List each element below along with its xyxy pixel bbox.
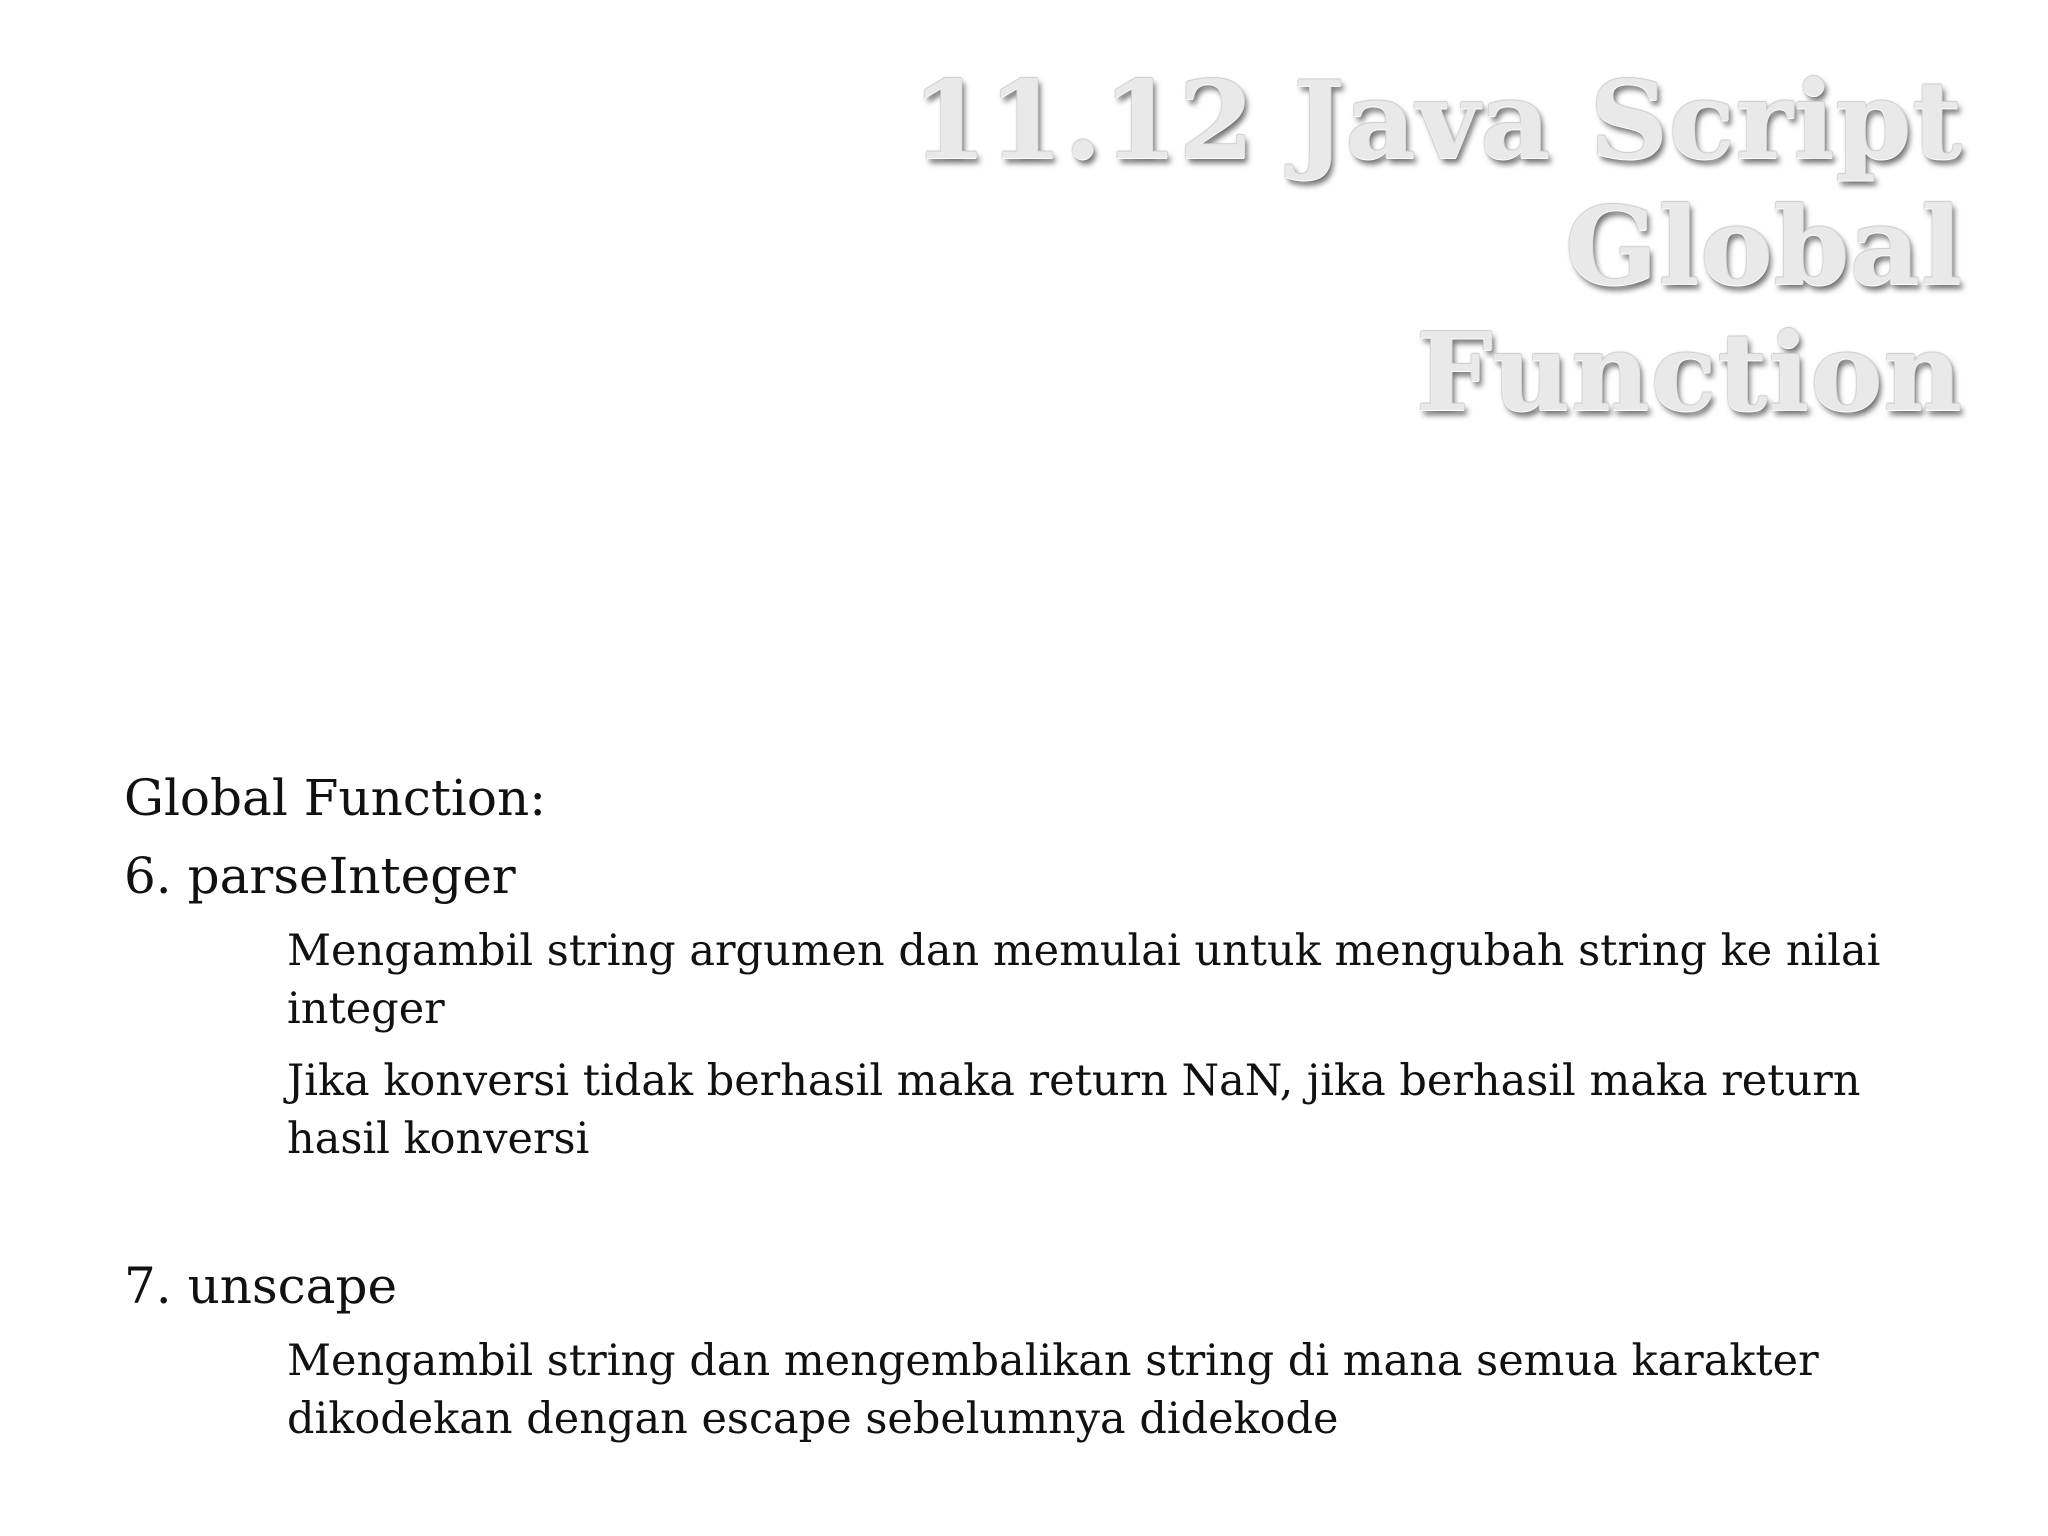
item-detail-parseinteger-1: Mengambil string argumen dan memulai untuk mengubah string ke nilai integer: [287, 926, 1881, 1034]
item-detail-parseinteger-2: Jika konversi tidak berhasil maka return NaN, jika berhasil maka return hasil konversi: [287, 1056, 1861, 1164]
section-spacer: [124, 1182, 1964, 1254]
slide-content: [124, 766, 1964, 1462]
item-label-parseinteger: 6. parseInteger: [124, 847, 516, 905]
slide-title-line-1: 11.12 Java Script Global: [911, 58, 1963, 310]
content-heading: Global Function:: [124, 769, 547, 827]
item-detail-unscape-1: Mengambil string dan mengembalikan string di mana semua karakter dikodekan dengan escape sebelumnya didekode: [287, 1336, 1819, 1444]
slide-title: [563, 58, 1963, 436]
slide-title-line-2: Function: [1415, 310, 1963, 436]
item-label-unscape: 7. unscape: [124, 1257, 398, 1315]
